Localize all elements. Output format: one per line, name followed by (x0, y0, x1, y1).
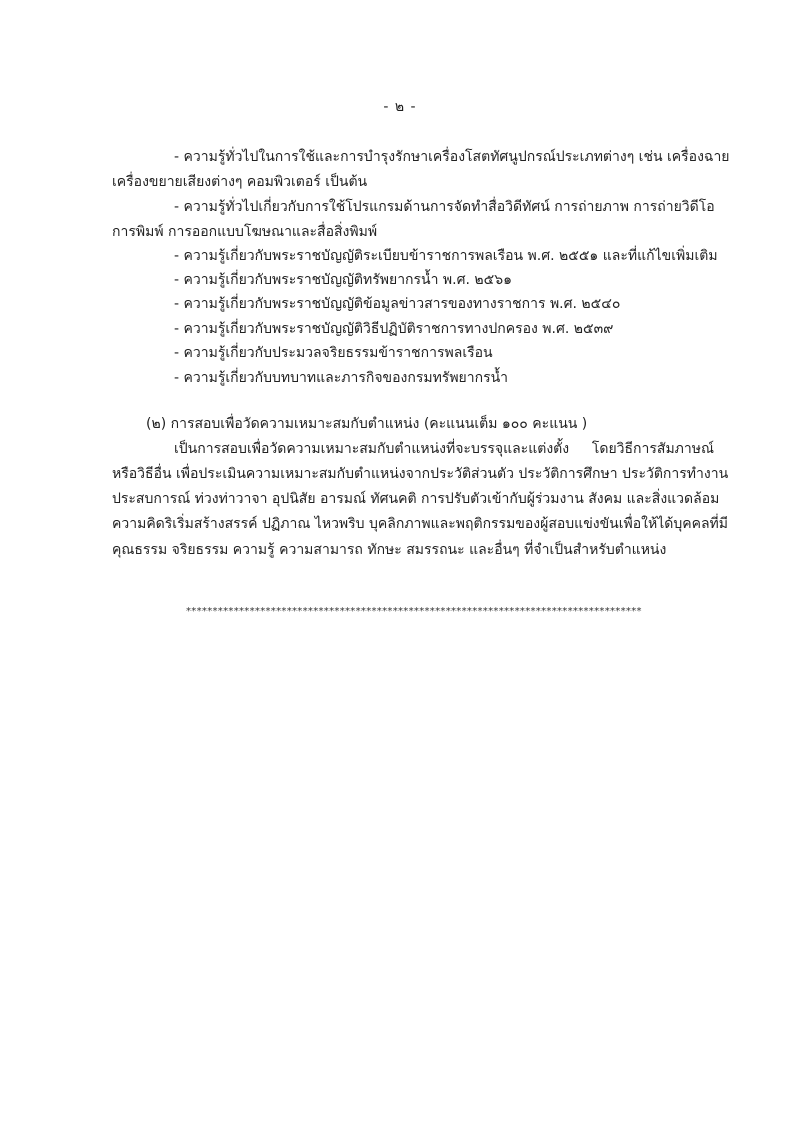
list-item-media-software: - ความรู้ทั่วไปเกี่ยวกับการใช้โปรแกรมด้านการจัดทำสื่อวิดีทัศน์ การถ่ายภาพ การถ่ายวิดีโอ (174, 199, 715, 215)
list-item-av-equipment-cont: เครื่องขยายเสียงต่างๆ คอมพิวเตอร์ เป็นต้น (112, 174, 368, 190)
paragraph-line: เป็นการสอบเพื่อวัดความเหมาะสมกับตำแหน่งที่จะบรรจุและแต่งตั้ง โดยวิธีการสัมภาษณ์ (174, 441, 714, 457)
paragraph-line: หรือวิธีอื่น เพื่อประเมินความเหมาะสมกับตำแหน่งจากประวัติส่วนตัว ประวัติการศึกษา ประวัติการทำงาน (112, 466, 729, 482)
section-heading: (๒) การสอบเพื่อวัดความเหมาะสมกับตำแหน่ง (คะแนนเต็ม ๑๐๐ คะแนน ) (146, 416, 588, 432)
list-item-official-info-act: - ความรู้เกี่ยวกับพระราชบัญญัติข้อมูลข่าวสารของทางราชการ พ.ศ. ๒๕๔๐ (174, 296, 621, 312)
paragraph-line: ประสบการณ์ ท่วงท่าวาจา อุปนิสัย อารมณ์ ทัศนคติ การปรับตัวเข้ากับผู้ร่วมงาน สังคม และสิ่งแวดล้อม (112, 491, 720, 507)
asterisk-separator: ************************************************************************************** (186, 606, 642, 617)
list-item-water-resources-act: - ความรู้เกี่ยวกับพระราชบัญญัติทรัพยากรน้ำ พ.ศ. ๒๕๖๑ (174, 272, 512, 288)
list-item-av-equipment: - ความรู้ทั่วไปในการใช้และการบำรุงรักษาเครื่องโสตทัศนูปกรณ์ประเภทต่างๆ เช่น เครื่องฉาย (174, 149, 730, 165)
paragraph-line: ความคิดริเริ่มสร้างสรรค์ ปฏิภาณ ไหวพริบ บุคลิกภาพและพฤติกรรมของผู้สอบแข่งขันเพื่อให้ได้บุคคลที่มี (112, 516, 729, 532)
page-number: - ๒ - (383, 99, 417, 115)
list-item-department-roles: - ความรู้เกี่ยวกับบทบาทและภารกิจของกรมทรัพยากรน้ำ (174, 370, 509, 386)
list-item-civil-service-act: - ความรู้เกี่ยวกับพระราชบัญญัติระเบียบข้าราชการพลเรือน พ.ศ. ๒๕๕๑ และที่แก้ไขเพิ่มเติม (174, 248, 718, 264)
paragraph-line: คุณธรรม จริยธรรม ความรู้ ความสามารถ ทักษะ สมรรถนะ และอื่นๆ ที่จำเป็นสำหรับตำแหน่ง (112, 542, 667, 558)
list-item-media-software-cont: การพิมพ์ การออกแบบโฆษณาและสื่อสิ่งพิมพ์ (112, 224, 378, 240)
list-item-admin-procedure-act: - ความรู้เกี่ยวกับพระราชบัญญัติวิธีปฏิบัติราชการทางปกครอง พ.ศ. ๒๕๓๙ (174, 321, 614, 337)
list-item-ethics-code: - ความรู้เกี่ยวกับประมวลจริยธรรมข้าราชการพลเรือน (174, 345, 493, 361)
